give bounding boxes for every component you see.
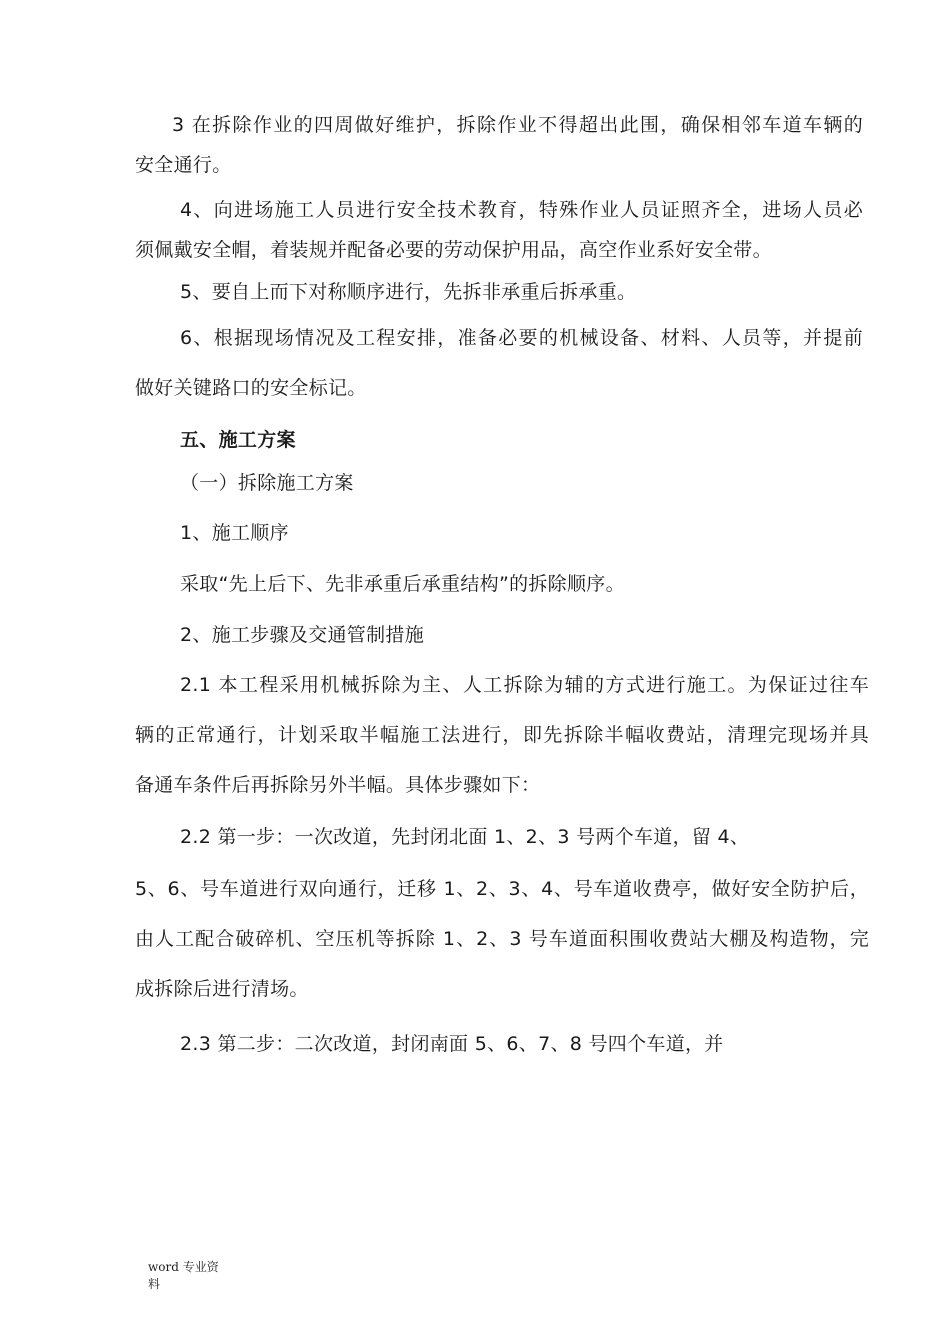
- paragraph-6-line-2: 做好关键路口的安全标记。: [135, 377, 367, 399]
- footer-line-1: word 专业资: [148, 1260, 219, 1274]
- item-1-body: 采取“先上后下、先非承重后承重结构”的拆除顺序。: [180, 573, 625, 595]
- paragraph-2-2-line-3: 由人工配合破碎机、空压机等拆除 1、2、3 号车道面积围收费站大棚及构造物，完: [135, 928, 869, 950]
- item-2-heading: 2、施工步骤及交通管制措施: [180, 624, 424, 646]
- section-heading: 五、施工方案: [180, 429, 296, 451]
- paragraph-4-line-2: 须佩戴安全帽，着装规并配备必要的劳动保护用品，高空作业系好安全带。: [135, 239, 772, 261]
- paragraph-6-line-1: 6、根据现场情况及工程安排，准备必要的机械设备、材料、人员等，并提前: [180, 327, 863, 349]
- item-1-heading: 1、施工顺序: [180, 522, 289, 544]
- page-footer: [148, 1259, 238, 1293]
- paragraph-2-2-line-1: 2.2 第一步：一次改道，先封闭北面 1、2、3 号两个车道，留 4、: [180, 826, 750, 848]
- paragraph-3-line-1: 3 在拆除作业的四周做好维护，拆除作业不得超出此围，确保相邻车道车辆的: [172, 114, 863, 136]
- footer-line-2: 料: [148, 1277, 161, 1291]
- paragraph-2-2-line-4: 成拆除后进行清场。: [135, 978, 309, 1000]
- paragraph-2-3-line-1: 2.3 第二步：二次改道，封闭南面 5、6、7、8 号四个车道，并: [180, 1033, 724, 1055]
- paragraph-3-line-2: 安全通行。: [135, 154, 232, 176]
- paragraph-2-1-line-1: 2.1 本工程采用机械拆除为主、人工拆除为辅的方式进行施工。为保证过往车: [180, 674, 869, 696]
- paragraph-2-1-line-2: 辆的正常通行，计划采取半幅施工法进行，即先拆除半幅收费站，清理完现场并具: [135, 724, 869, 746]
- paragraph-2-2-line-2: 5、6、号车道进行双向通行，迁移 1、2、3、4、号车道收费亭，做好安全防护后，: [135, 878, 869, 900]
- paragraph-5: 5、要自上而下对称顺序进行，先拆非承重后拆承重。: [180, 281, 637, 303]
- subsection-heading: （一）拆除施工方案: [180, 472, 354, 494]
- paragraph-2-1-line-3: 备通车条件后再拆除另外半幅。具体步骤如下：: [135, 774, 541, 796]
- paragraph-4-line-1: 4、向进场施工人员进行安全技术教育，特殊作业人员证照齐全，进场人员必: [180, 199, 863, 221]
